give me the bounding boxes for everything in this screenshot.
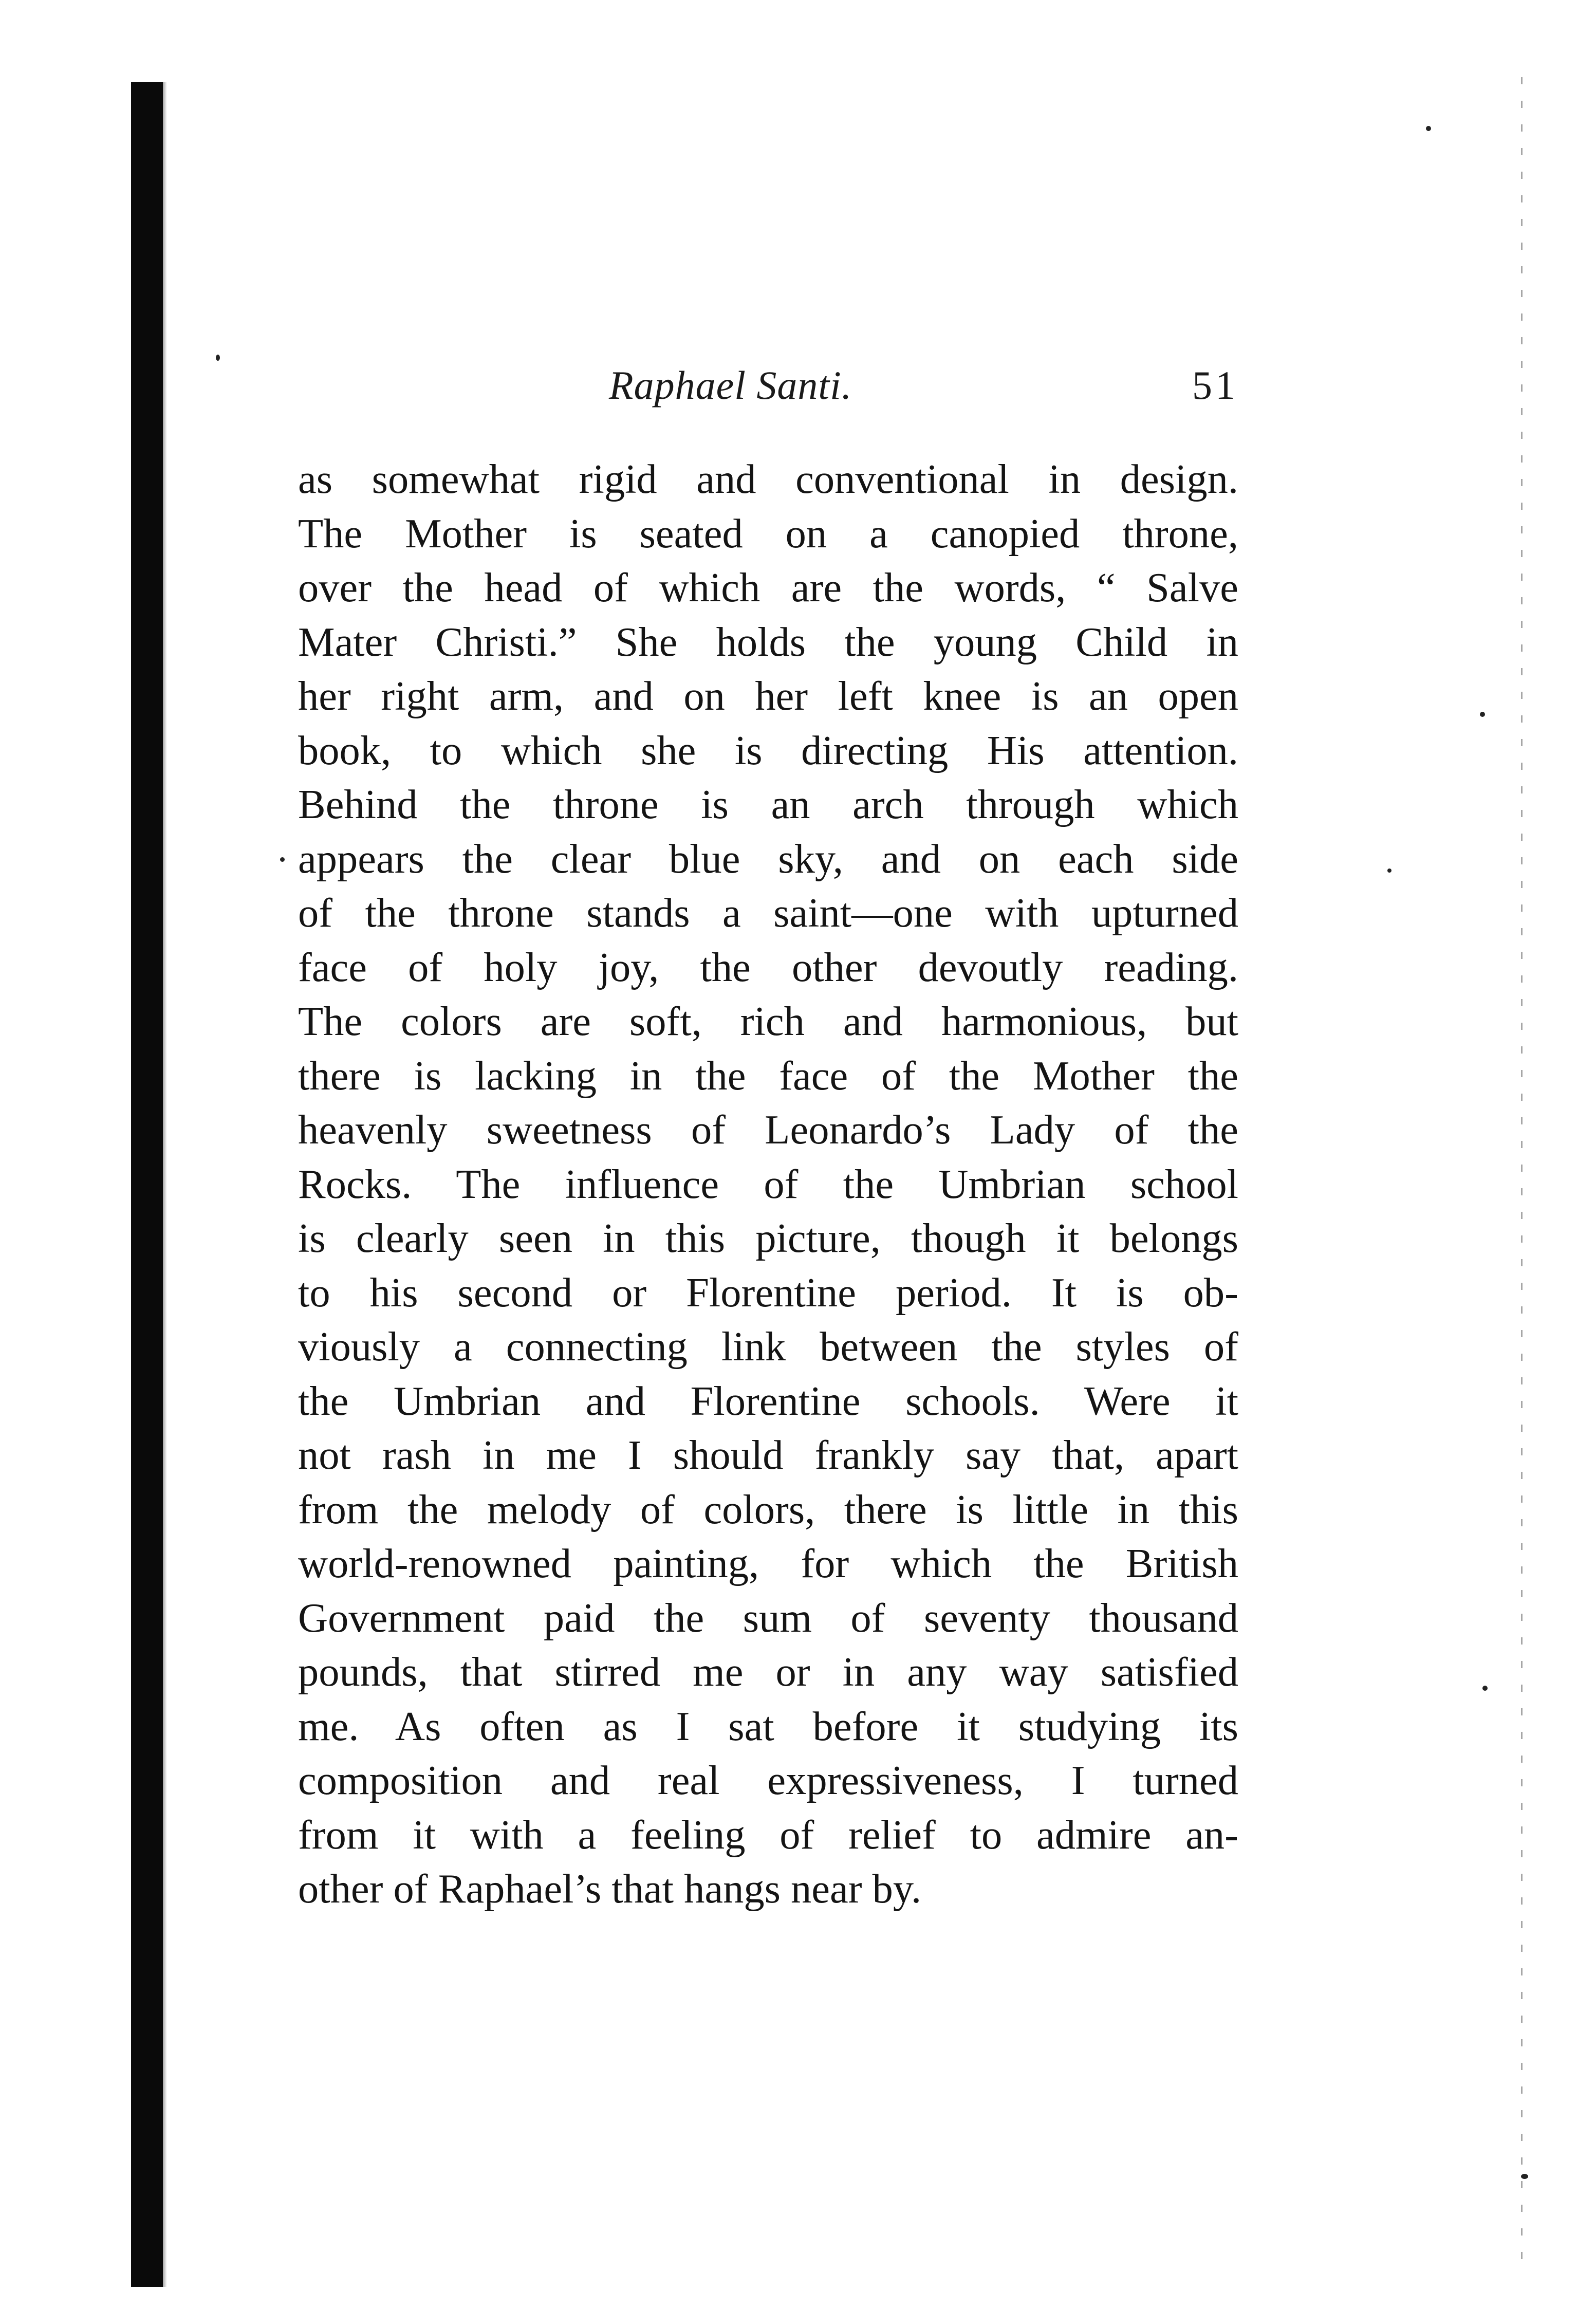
scan-speck — [1387, 869, 1391, 873]
text-line: from it with a feeling of relief to admire an- — [298, 1812, 1238, 1858]
scan-speck — [1482, 1686, 1488, 1691]
text-line: face of holy joy, the other devoutly reading. — [298, 944, 1238, 990]
text-line: there is lacking in the face of the Mother the — [298, 1052, 1238, 1099]
binding-shadow — [131, 82, 163, 2287]
page-number: 51 — [1192, 363, 1238, 408]
text-line: Government paid the sum of seventy thousand — [298, 1595, 1238, 1641]
text-line: composition and real expressiveness, I turned — [298, 1758, 1238, 1803]
text-line: of the throne stands a saint—one with upturned — [298, 890, 1238, 936]
body-text — [298, 452, 1238, 1916]
scan-speck — [280, 857, 285, 862]
text-line: to his second or Florentine period. It is ob- — [298, 1269, 1238, 1316]
text-line: Rocks. The influence of the Umbrian school — [298, 1161, 1238, 1207]
text-line: over the head of which are the words, “ Salve — [298, 565, 1238, 611]
scan-speck — [1426, 126, 1431, 131]
binding-shadow-fade — [163, 82, 167, 2287]
text-line: not rash in me I should frankly say that, apart — [298, 1432, 1238, 1478]
text-line: The colors are soft, rich and harmonious, but — [298, 999, 1238, 1044]
text-line: is clearly seen in this picture, though it belongs — [298, 1215, 1238, 1261]
page-header — [298, 362, 1238, 424]
text-line: pounds, that stirred me or in any way satisfied — [298, 1649, 1238, 1695]
text-line: heavenly sweetness of Leonardo’s Lady of the — [298, 1107, 1238, 1153]
text-line: world-renowned painting, for which the British — [298, 1541, 1238, 1586]
text-line: viously a connecting link between the styles of — [298, 1324, 1238, 1370]
scan-speck — [1521, 2174, 1528, 2179]
text-line-last: other of Raphael’s that hangs near by. — [298, 1866, 922, 1912]
text-line: from the melody of colors, there is little in this — [298, 1486, 1238, 1532]
text-line: the Umbrian and Florentine schools. Were it — [298, 1378, 1238, 1424]
scan-speck — [216, 355, 220, 361]
text-line: book, to which she is directing His attention. — [298, 727, 1238, 773]
text-line: Mater Christi.” She holds the young Child in — [298, 619, 1238, 665]
text-line: as somewhat rigid and conventional in design. — [298, 456, 1238, 502]
running-head: Raphael Santi. — [609, 363, 852, 408]
text-line: her right arm, and on her left knee is an open — [298, 673, 1238, 719]
text-line: me. As often as I sat before it studying its — [298, 1703, 1238, 1749]
page-edge-marks — [1521, 77, 1523, 2261]
text-line: appears the clear blue sky, and on each side — [298, 836, 1238, 882]
text-line: Behind the throne is an arch through which — [298, 782, 1238, 827]
scan-speck — [1480, 712, 1485, 717]
text-line: The Mother is seated on a canopied throne, — [298, 510, 1238, 557]
